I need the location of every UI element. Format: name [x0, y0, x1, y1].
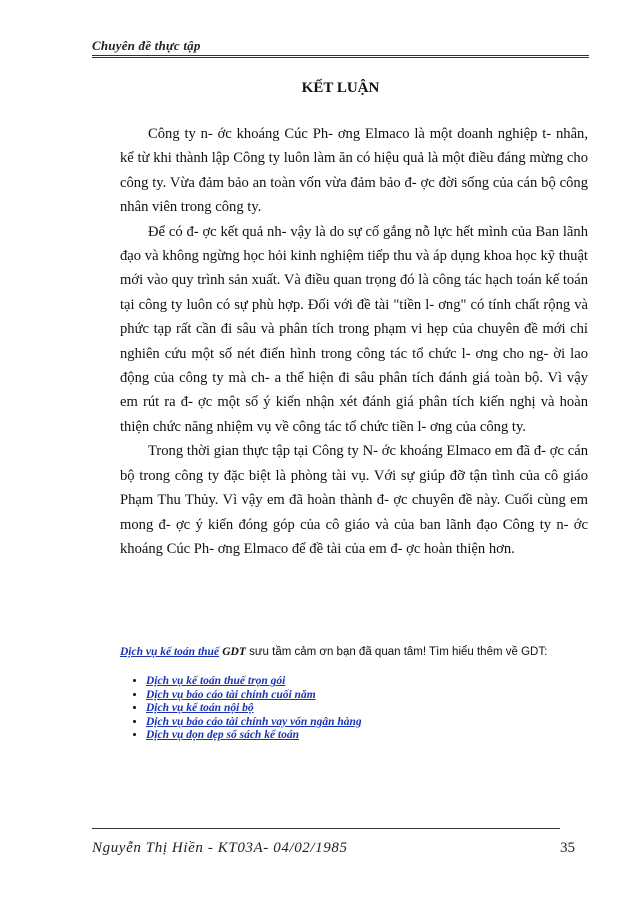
promo-block	[120, 645, 590, 743]
promo-item-link[interactable]: Dịch vụ báo cáo tài chính cuối năm	[146, 688, 316, 701]
paragraph-2: Để có đ- ợc kết quả nh- vậy là do sự cố gắng nỗ lực hết mình của Ban lãnh đạo và không ngừng học hỏi kinh nghiệm tiếp thu và áp dụng khoa học kỹ thuật mới vào quy trình sản xuất. Và điều quan trọng đó là công tác hạch toán kế toán tại công ty luôn có sự phù hợp. Đối với đề tài "tiền l- ơng" có tính chất rộng và phức tạp rất cần đi sâu và phân tích trong phạm vi hẹp của chuyên đề mới chỉ nghiên cứu một số nét điển hình trong công tác tổ chức l- ơng cho ng- ời lao động của công ty mà ch- a thể hiện đi sâu phân tích đánh giá toàn bộ. Vì vậy em rút ra đ- ợc một số ý kiến nhận xét đánh giá phân tích kiến nghị và hoàn thiện chức năng nhiệm vụ về công tác tổ chức tiền l- ơng của công ty.	[120, 223, 588, 435]
promo-item-link[interactable]: Dịch vụ kế toán thuế trọn gói	[146, 675, 286, 687]
paragraph-3: Trong thời gian thực tập tại Công ty N- ớc khoáng Elmaco em đã đ- ợc cán bộ trong công ty đặc biệt là phòng tài vụ. Với sự giúp đỡ tận tình của cô giáo Phạm Thu Thủy. Vì vậy em đã hoàn thành đ- ợc chuyên đề này. Cuối cùng em mong đ- ợc ý kiến đóng góp của cô giáo và của ban lãnh đạo Công ty n- ớc khoáng Cúc Ph- ơng Elmaco để đề tài của em đ- ợc hoàn thiện hơn.	[120, 443, 588, 557]
header-divider	[92, 55, 589, 58]
promo-text: sưu tầm cảm ơn bạn đã quan tâm! Tìm hiểu thêm về GDT:	[249, 646, 548, 658]
promo-item-link[interactable]: Dịch vụ báo cáo tài chính vay vốn ngân hàng	[146, 715, 362, 728]
promo-item-link[interactable]: Dịch vụ dọn dẹp sổ sách kế toán	[146, 729, 300, 741]
promo-brand: GDT	[222, 646, 246, 658]
running-header: Chuyên đề thực tập	[92, 38, 201, 53]
promo-list-item	[146, 702, 590, 716]
promo-link[interactable]: Dịch vụ kế toán thuế	[120, 646, 220, 658]
promo-list	[120, 675, 590, 743]
promo-list-item	[146, 716, 590, 730]
page-number: 35	[560, 840, 575, 856]
promo-list-item	[146, 689, 590, 703]
promo-line	[120, 645, 590, 659]
paragraph-1: Công ty n- ớc khoáng Cúc Ph- ơng Elmaco là một doanh nghiệp t- nhân, kể từ khi thành lập Công ty luôn làm ăn có hiệu quả là một điều đáng mừng cho công ty. Vừa đảm bảo an toàn vốn vừa đảm bảo đ- ợc đời sống của cán bộ công nhân viên trong công ty.	[120, 126, 588, 216]
promo-list-item	[146, 729, 590, 743]
footer-divider	[92, 828, 560, 829]
page-title: KẾT LUẬN	[301, 80, 380, 96]
footer-author: Nguyễn Thị Hiền - KT03A- 04/02/1985	[92, 840, 348, 856]
promo-list-item	[146, 675, 590, 689]
promo-item-link[interactable]: Dịch vụ kế toán nội bộ	[146, 702, 254, 714]
body-text	[120, 122, 588, 561]
